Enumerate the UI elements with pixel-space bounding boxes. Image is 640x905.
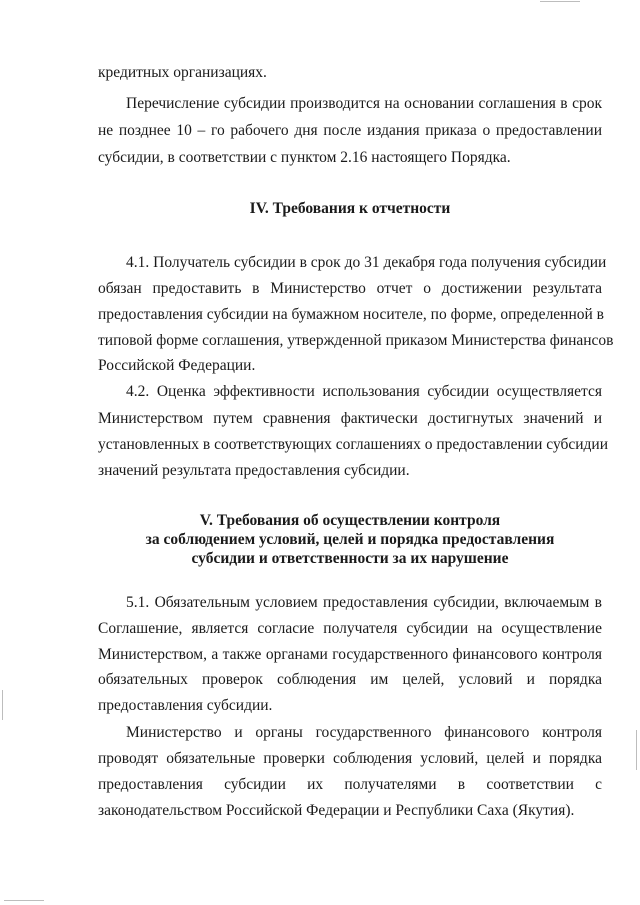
section-4-p1-line-2: обязан предоставить в Министерство отчет о достижении результата: [98, 280, 602, 297]
section-5-p1-line-4: обязательных проверок соблюдения им целей, условий и порядка: [98, 671, 602, 688]
scan-artifact-bottom-left: [4, 900, 44, 901]
section-5-p2-line-1: Министерство и органы государственного финансового контроля: [126, 724, 602, 741]
section-5-p1-line-1: 5.1. Обязательным условием предоставления субсидии, включаемым в: [126, 594, 602, 611]
section-4-p1-line-5: Российской Федерации.: [98, 357, 256, 374]
section-5-title-line-3: субсидии и ответственности за их нарушение: [191, 550, 509, 567]
section-4-p2-line-4: значений результата предоставления субсидии.: [98, 462, 410, 479]
section-4-p1-line-4: типовой форме соглашения, утвержденной приказом Министерства финансов: [98, 332, 614, 349]
section-5-title-line-1: V. Требования об осуществлении контроля: [199, 512, 501, 529]
section-4-p2-line-1: 4.2. Оценка эффективности использования субсидии осуществляется: [126, 383, 602, 400]
scan-artifact-left-edge: [2, 690, 3, 720]
section-5-p1-line-2: Соглашение, является согласие получателя субсидии на осуществление: [98, 620, 602, 637]
section-5-title-line-2: за соблюдением условий, целей и порядка предоставления: [145, 531, 555, 548]
section-4-p1-line-3: предоставления субсидии на бумажном носителе, по форме, определенной в: [98, 306, 605, 323]
section-4-title: IV. Требования к отчетности: [249, 200, 451, 217]
section-5-p2-line-3: предоставления субсидии их получателями в соответствии с: [98, 776, 602, 793]
scan-artifact-top-right: [540, 1, 580, 2]
intro-line-4: субсидии, в соответствии с пунктом 2.16 настоящего Порядка.: [98, 149, 511, 166]
section-5-p1-line-3: Министерством, а также органами государственного финансового контроля: [98, 646, 602, 663]
scan-artifact-right-edge: [636, 730, 637, 770]
intro-line-3: не позднее 10 – го рабочего дня после издания приказа о предоставлении: [98, 122, 602, 139]
section-4-p2-line-2: Министерством путем сравнения фактически достигнутых значений и: [98, 410, 602, 427]
section-4-p2-line-3: установленных в соответствующих соглашениях о предоставлении субсидии: [98, 436, 609, 453]
section-4-p1-line-1: 4.1. Получатель субсидии в срок до 31 декабря года получения субсидии: [126, 254, 607, 271]
section-5-p2-line-4: законодательством Российской Федерации и Республики Саха (Якутия).: [98, 802, 575, 819]
intro-line-1: кредитных организациях.: [98, 64, 267, 81]
section-5-p1-line-5: предоставления субсидии.: [98, 697, 273, 714]
intro-line-2: Перечисление субсидии производится на основании соглашения в срок: [126, 95, 602, 112]
section-5-p2-line-2: проводят обязательные проверки соблюдения условий, целей и порядка: [98, 750, 602, 767]
